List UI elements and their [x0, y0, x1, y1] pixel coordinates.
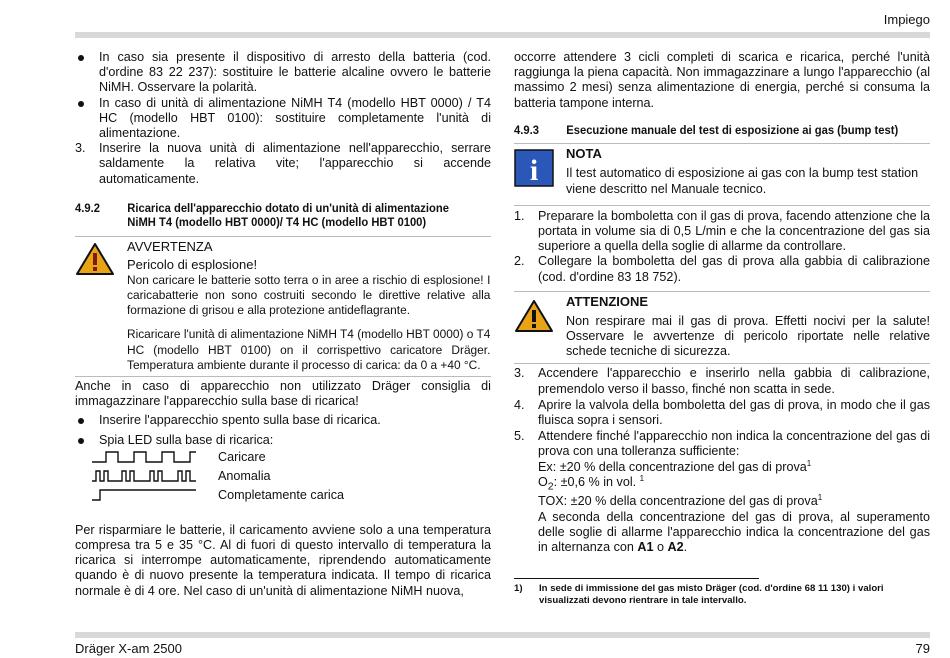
text: A seconda della concentrazione del gas di prova, al superamento delle soglie di allarme l'apparecchio indica la concentrazione del gas in alternanza con	[538, 509, 930, 555]
page-number: 79	[915, 641, 930, 656]
tolerance-ex: Ex: ±20 % della concentrazione del gas di prova	[538, 459, 807, 474]
list-item-text: In caso sia presente il dispositivo di arresto della batteria (cod. d'ordine 83 22 237): sostituire le batterie alcaline ovvero le batterie NiMH. Osservare la polarità.	[99, 50, 491, 95]
list-item	[75, 96, 491, 142]
list-item	[75, 50, 491, 96]
list-item-text: Inserire l'apparecchio spento sulla base di ricarica.	[99, 413, 381, 428]
paragraph: Per risparmiare le batterie, il caricamento avviene solo a una temperatura compresa tra 5 e 35 °C. Al di fuori di questo intervallo di temperatura la ricarica si interrompe automaticamente, riprendendo automaticamente quando è di nuovo presente la temperatura indicata. Il tempo di ricarica normale è di 4 ore. Nel caso di un'unità di alimentazione NiMH nuova,	[75, 522, 491, 598]
list-item-text: Spia LED sulla base di ricarica:	[99, 432, 274, 447]
led-full-pattern-icon	[92, 488, 204, 502]
list-number: 4.	[514, 397, 525, 412]
list-item-text: Inserire la nuova unità di alimentazione nell'apparecchio, serrare saldamente la relativa vite; l'apparecchio si accende automaticamente.	[99, 141, 491, 186]
footnote-ref: 1	[817, 493, 823, 503]
warning-box	[75, 239, 491, 373]
bullet-icon	[78, 438, 84, 444]
page-footer	[75, 632, 930, 658]
note-box	[514, 146, 930, 196]
footnote-ref: 1	[806, 458, 812, 468]
section-title: Ricarica dell'apparecchio dotato di un'unità di alimentazione NiMH T4 (modello HBT 0000)/ T4 HC (modello HBT 0100)	[127, 200, 449, 230]
caution-triangle-icon	[514, 294, 566, 360]
list-number: 3.	[75, 141, 86, 156]
section-number: 4.9.3	[514, 122, 539, 137]
tolerance-o2-value: : ±0,6 % in vol.	[553, 474, 637, 489]
page-header	[75, 10, 930, 30]
list-item-text: In caso di unità di alimentazione NiMH T4 (modello HBT 0000) / T4 HC (modello HBT 0100): sostituire completamente l'unità di alimentazione.	[99, 95, 491, 141]
caution-heading: ATTENZIONE	[566, 293, 649, 309]
header-title: Impiego	[883, 12, 930, 27]
list-item	[514, 366, 930, 396]
warning-triangle-icon	[75, 239, 127, 373]
list-item	[75, 433, 491, 448]
section-title: Esecuzione manuale del test di esposizione ai gas (bump test)	[566, 122, 899, 137]
list-number: 5.	[514, 429, 525, 444]
led-label: Completamente carica	[218, 487, 344, 502]
list-item	[514, 254, 930, 284]
warning-text: Non caricare le batterie sotto terra o in aree a rischio di esplosione! I caricabatterie non sono costruiti secondo le direttive relative alla formazione di grisou e alla protezione antideflagrante.	[127, 272, 491, 318]
caution-text: Non respirare mai il gas di prova. Effetti nocivi per la salute! Osservare le avvertenze di pericolo riportate nelle relative schede tecniche di sicurezza.	[566, 313, 930, 359]
led-charging-pattern-icon	[92, 450, 204, 464]
text: o	[653, 540, 668, 555]
led-legend	[75, 448, 491, 505]
step5-continuation	[538, 510, 930, 556]
divider	[514, 291, 930, 292]
footnote-rule	[514, 578, 759, 579]
warning-text: Ricaricare l'unità di alimentazione NiMH T4 (modello HBT 0000) o T4 HC (modello HBT 0100) on il corrispettivo caricatore Dräger. Temperatura ambiente durante il processo di carica: da 0 a +40 °C.	[127, 327, 491, 372]
list-item	[514, 398, 930, 428]
divider	[514, 363, 930, 364]
warning-heading: AVVERTENZA	[127, 238, 213, 254]
caution-box	[514, 294, 930, 360]
list-number: 2.	[514, 254, 525, 269]
header-rule	[75, 32, 930, 38]
tolerance-tox: TOX: ±20 % della concentrazione del gas di prova	[538, 494, 818, 509]
paragraph: Anche in caso di apparecchio non utilizzato Dräger consiglia di immagazzinare l'apparecchio sulla base di ricarica!	[75, 379, 491, 409]
divider	[75, 376, 491, 377]
subscript: 2	[547, 480, 554, 493]
text: .	[683, 540, 688, 555]
section-heading-4-9-2	[75, 201, 470, 230]
footnote-text: In sede di immissione del gas misto Dräger (cod. d'ordine 68 11 130) i valori visualizzati devono rientrare in tale intervallo.	[539, 583, 884, 606]
led-row-full	[75, 486, 491, 505]
list-item-text: Aprire la valvola della bomboletta del gas di prova, in modo che il gas fluisca sopra i sensori.	[538, 397, 930, 427]
led-row-charging	[75, 448, 491, 467]
right-column	[514, 50, 930, 555]
list-item-text: Collegare la bomboletta del gas di prova alla gabbia di calibrazione (cod. d'ordine 83 18 752).	[538, 254, 930, 284]
led-label: Anomalia	[218, 468, 271, 483]
divider	[75, 236, 491, 237]
list-number: 1.	[514, 208, 525, 223]
divider	[514, 143, 930, 144]
footnote-ref: 1	[639, 473, 645, 483]
bullet-icon	[78, 55, 84, 61]
list-item	[514, 429, 930, 555]
paragraph: occorre attendere 3 cicli completi di scarica e ricarica, perché l'unità raggiunga la piena capacità. Non immagazzinare a lungo l'apparecchio (al massimo 2 mesi) senza alimentazione di energia, perché si consuma la batteria tampone interna.	[514, 50, 930, 110]
warning-lead: Pericolo di esplosione!	[127, 256, 258, 272]
section-heading-4-9-3	[514, 123, 909, 138]
note-heading: NOTA	[566, 146, 602, 162]
display-code: A2	[667, 540, 684, 555]
list-number: 3.	[514, 366, 525, 381]
display-code: A1	[637, 540, 654, 555]
divider	[514, 205, 930, 206]
list-item-text: Attendere finché l'apparecchio non indica la concentrazione del gas di prova con una tolleranza sufficiente:	[538, 429, 930, 459]
info-icon	[514, 146, 566, 196]
footer-rule	[75, 632, 930, 638]
tolerance-list	[538, 460, 930, 556]
tolerance-o2: O	[538, 474, 548, 489]
footnote-number: 1)	[514, 583, 523, 594]
footnote	[514, 578, 934, 607]
footer-product: Dräger X-am 2500	[75, 641, 182, 656]
note-text: Il test automatico di esposizione ai gas con la bump test station viene descritto nel Manuale tecnico.	[566, 166, 919, 196]
bullet-icon	[78, 418, 84, 424]
left-column	[75, 50, 491, 599]
led-fault-pattern-icon	[92, 469, 204, 483]
led-row-fault	[75, 467, 491, 486]
list-item-text: Accendere l'apparecchio e inserirlo nella gabbia di calibrazione, premendolo verso il basso, finché non scatta in sede.	[538, 366, 930, 396]
svg-text:i: i	[529, 154, 539, 188]
list-item	[514, 209, 930, 255]
list-item-text: Preparare la bomboletta con il gas di prova, facendo attenzione che la portata in volume sia di 0,5 L/min e che la concentrazione del gas sia superiore a quella della soglie di allarme da controllare.	[538, 208, 930, 254]
list-item	[75, 413, 491, 428]
section-number: 4.9.2	[75, 200, 100, 215]
list-item	[75, 141, 491, 187]
bullet-icon	[78, 101, 84, 107]
led-label: Caricare	[218, 449, 266, 464]
